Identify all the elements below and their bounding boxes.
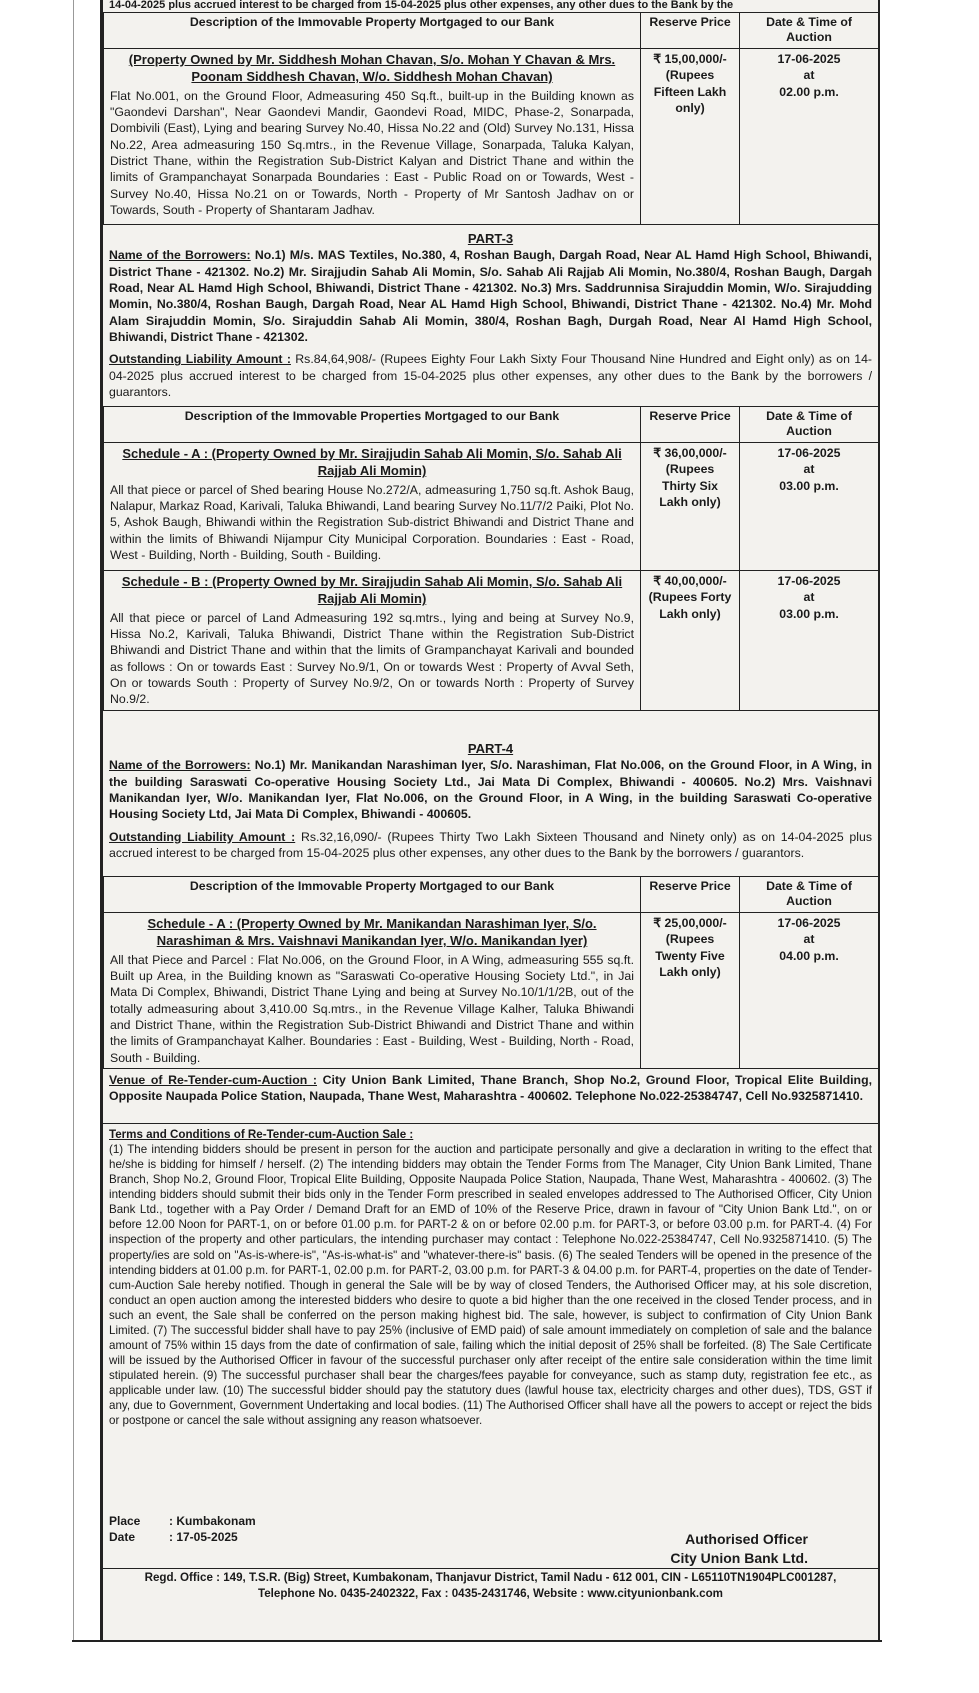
part3-scheduleB-at: at [803,590,815,605]
venue-label: Venue of Re-Tender-cum-Auction : [109,1073,317,1087]
part4-borrowers: Name of the Borrowers: No.1) Mr. Manikandan Narashiman Iyer, S/o. Narashiman, Flat No.006, on the Ground Floor, in A Wing, in the building Saraswati Co-operative Housing Society Ltd., Jai Mata Di Complex, Bhiwandi - 400605. No.2) Mrs. Vaishnavi Manikandan Iyer, W/o. Manikandan Iyer, Flat No.006, on the Ground Floor, in A Wing, in the building Saraswati Co-operative Housing Society Ltd, Jai Mata Di Complex, Bhiwandi - 400605. [109,758,872,822]
part2-at: at [803,68,815,83]
part3-scheduleB-description: All that piece or parcel of Land Admeasuring 192 sq.mtrs., lying and being at Survey No.9, Hissa No.2, Karivali, Taluka Bhiwandi, District Thane within the Registration Sub-District Bhiwandi and District Thane and within that the limits of Grampanchayat Karivali and bounded as follows : On or towards East : Survey No.9/1, On or towards West : Property of Avval Seth, On or towards South : Property of Survey No.9/2, On or towards North : Property of Survey No.9/2. [110,610,634,707]
part4-scheduleA-auction [740,913,879,1069]
part3-scheduleB-auction [740,571,879,711]
bottom-rule [72,1640,882,1642]
footer [103,1570,878,1602]
place-label: Place [109,1514,141,1528]
part2-reserve-price: ₹ 15,00,000/- (Rupees Fifteen Lakh only) [641,49,740,225]
signature-block [670,1530,808,1568]
divider [103,1568,878,1569]
divider [103,1123,878,1124]
part3-liability: Outstanding Liability Amount : Rs.84,64,908/- (Rupees Eighty Four Lakh Sixty Four Thousand Nine Hundred and Eight only) as on 14-04-2025 plus accrued interest to be charged from 15-04-2025 plus other expenses, any other dues to the Bank by the borrowers / guarantors. [109,352,873,400]
terms [103,1127,878,1428]
auction-header: Date & Time of Auction [740,877,879,913]
terms-text: (1) The intending bidders should be present in person for the auction and participate personally and give a declaration in writing to the effect that he/she is bidding for himself / herself. (2) The intending bidders may obtain the Tender Forms from The Manager, City Union Bank Limited, Thane Branch, Shop No.2, Ground Floor, Tropical Elite Building, Opposite Naupada Police Station, Naupada, Thane West, Maharashtra - 400602. (3) The intending bidders should submit their bids only in the Tender Form prescribed in sealed envelopes addressed to The Authorised Officer, City Union Bank Ltd., together with a Pay Order / Demand Draft for an EMD of 10% of the Reserve Price, drawn in favour of "City Union Bank Ltd.", on or before 12.00 Noon for PART-1, on or before 01.00 p.m. for PART-2 & on or before 02.00 p.m. for PART-3, or before 03.00 p.m. for PART-4. (4) For inspection of the property and other particulars, the intending purchaser may contact : Telephone No.022-25384747, Cell No.9325871410. (5) The property/ies are sold on "As-is-where-is", "As-is-what-is" and "whatever-there-is" basis. (6) The sealed Tenders will be opened in the presence of the intending bidders at 01.00 p.m. for PART-1, 02.00 p.m. for PART-2, 03.00 p.m. for PART-3 & 04.00 p.m. for PART-4, properties on the date of Tender-cum-Auction Sale hereby notified. Though in general the Sale will be by way of closed Tenders, the Authorised Officer may, at his sole discretion, conduct an open auction among the interested bidders who desire to quote a bid higher than the one received in the closed Tender process, and in such an event, the Sale shall be conferred on the person making highest bid. The sale, however, is subject to confirmation of City Union Bank Limited. (7) The successful bidder shall have to pay 25% (inclusive of EMD paid) of sale amount immediately on completion of sale and the balance amount of 75% within 15 days from the date of confirmation of sale, failing which the initial deposit of 25% shall be forfeited. (8) The Sale Certificate will be issued by the Authorised Officer in favour of the successful purchaser only after receipt of the entire sale consideration within the time limit stipulated herein. (9) The successful purchaser shall bear the charges/fees payable for conveyance, such as stamp duty, registration fee etc., as applicable under law. (10) The successful bidder should pay the statutory dues (lawful house tax, electricity charges and other dues), TDS, GST if any, due to Government, Government Undertaking and local bodies. (11) The Authorised Officer shall have all the powers to accept or reject the bids or postpone or cancel the sale without assigning any reason whatsoever. [109,1143,873,1428]
part4-title: PART-4 [467,741,514,756]
part4-scheduleA-description: All that Piece and Parcel : Flat No.006, on the Ground Floor, in A Wing, admeasuring 555 sq.ft. Built up Area, in the Building known as "Saraswati Co-operative Housing Society Ltd.", in Jai Mata Di Complex, Bhiwandi, District Thane Lying and being at Survey No.10/1/1/2B, out of the totally admeasuring about 3,410.00 Sq.mtrs., in the Revenue Village Kalher, Taluka Bhiwandi and District Thane, within the Registration Sub-District Bhiwandi and District Thane and within the limits of Grampanchayat Kalher. Boundaries : East - Building, West - Building, North - Road, South - Building. [110,952,634,1065]
auction-header: Date & Time of Auction [740,13,879,49]
description-header: Description of the Immovable Property Mortgaged to our Bank [104,877,641,913]
part3-table [103,406,879,711]
scan-edge [73,0,74,1640]
description-header-plural: Description of the Immovable Properties Mortgaged to our Bank [104,407,641,443]
part3-scheduleB-time: 03.00 p.m. [779,606,839,621]
venue-text: City Union Bank Limited, Thane Branch, Shop No.2, Ground Floor, Tropical Elite Building, Opposite Naupada Police Station, Naupada, Thane West, Maharashtra - 400602. Telephone No.022-25384747, Cell No.9325871410. [109,1073,872,1104]
part2-owner: (Property Owned by Mr. Siddhesh Mohan Chavan, S/o. Mohan Y Chavan & Mrs. Poonam Siddhesh Chavan, W/o. Siddhesh Mohan Chavan) [128,52,616,85]
part4-scheduleA-date: 17-06-2025 [777,916,841,930]
part4-scheduleA-title: Schedule - A : (Property Owned by Mr. Manikandan Narashiman Iyer, S/o. Narashiman & Mrs. Vaishnavi Manikandan Iyer, W/o. Manikandan Iyer) [147,916,597,949]
part2-table [103,12,879,225]
part2-description: Flat No.001, on the Ground Floor, Admeasuring 450 Sq.ft., built-up in the Building known as "Gaondevi Darshan", Near Gaondevi Mandir, Gaondevi Road, MIDC, Phase-2, Sonarpada, Dombivili (East), Lying and bearing Survey No.40, Hissa No.22 and (Old) Survey No.131, Hissa No.22, Area admeasuring 150 Sq.mtrs., in the Revenue Village, Sonarpada, Taluka Kalyan, District Thane, within the Registration Sub-District Kalyan and District Thane and within the limits of Grampanchayat Sonarpada Boundaries : East - Public Road on or Towards, West - Survey No.40, Hissa No.21 on or Towards, North - Property of Mr Santosh Jadhav on or Towards, South - Property of Shantaram Jadhav. [110,88,634,217]
auction-header: Date & Time of Auction [740,407,879,443]
venue [103,1072,878,1105]
signature-title: Authorised Officer [685,1531,808,1547]
part3-scheduleB-date: 17-06-2025 [777,574,841,588]
reserve-price-header: Reserve Price [641,407,740,443]
auction-notice [100,0,880,1640]
part3-scheduleA-auction [740,443,879,571]
top-clipped-line: 14-04-2025 plus accrued interest to be charged from 15-04-2025 plus other expenses, any other dues to the Bank by the [109,0,734,10]
part4-liability: Outstanding Liability Amount : Rs.32,16,090/- (Rupees Thirty Two Lakh Sixteen Thousand and Ninety only) as on 14-04-2025 plus accrued interest to be charged from 15-04-2025 plus other expenses, any other dues to the Bank by the borrowers / guarantors. [109,829,872,860]
part3-scheduleA-price: ₹ 36,00,000/- (Rupees Thirty Six Lakh only) [641,443,740,571]
part3-title: PART-3 [467,231,514,246]
date-value: : 17-05-2025 [169,1530,238,1545]
footer-regd-office: Regd. Office : 149, T.S.R. (Big) Street, Kumbakonam, Thanjavur District, Tamil Nadu - 612 001, CIN - L65110TN1904PLC001287, [144,1571,837,1584]
part2-time: 02.00 p.m. [779,84,839,99]
date-label: Date [109,1530,136,1545]
part2-date: 17-06-2025 [777,52,841,66]
part3-borrowers: Name of the Borrowers: No.1) M/s. MAS Textiles, No.380, 4, Roshan Baugh, Dargah Road, Near AL Hamd High School, Bhiwandi, District Thane - 421302. No.2) Mr. Sirajjudin Sahab Ali Momin, S/o. Sahab Ali Rajjab Ali Momin, No.380/4, Roshan Baugh, Dargah Road, Near AL Hamd High School, Bhiwandi, District Thane - 421302. No.3) Mrs. Saddrunnisa Sirajuddin Momin, W/o. Sirajudding Momin, No.380/4, Roshan Baugh, Dargah Road, Near AL Hamd High School, Bhiwandi, District Thane - 421302. No.4) Mr. Mohd Alam Sirajuddin Momin, S/o. Sirajuddin Sahab Ali Momin, 380/4, Roshan Bagh, Durgah Road, Near Al Hamd High School, Bhiwandi, District Thane - 421302. [109,248,872,344]
part4-scheduleA-at: at [803,932,815,947]
part4-table [103,876,879,1069]
part2-auction-time [740,49,879,225]
description-header: Description of the Immovable Property Mortgaged to our Bank [104,13,641,49]
part3-scheduleB-title: Schedule - B : (Property Owned by Mr. Sirajjudin Sahab Ali Momin, S/o. Sahab Ali Rajjab Ali Momin) [121,574,623,607]
part4-scheduleA-time: 04.00 p.m. [779,948,839,963]
part4-scheduleA-price: ₹ 25,00,000/- (Rupees Twenty Five Lakh only) [641,913,740,1069]
reserve-price-header: Reserve Price [641,877,740,913]
signature-bank: City Union Bank Ltd. [670,1549,808,1566]
part3-scheduleA-time: 03.00 p.m. [779,478,839,493]
part4-section [103,740,878,861]
terms-title: Terms and Conditions of Re-Tender-cum-Auction Sale : [109,1128,414,1141]
part3-scheduleA-date: 17-06-2025 [777,446,841,460]
part3-scheduleA-at: at [803,462,815,477]
part3-section [103,230,878,400]
place-value: : Kumbakonam [169,1514,256,1528]
part3-scheduleB-price: ₹ 40,00,000/- (Rupees Forty Lakh only) [641,571,740,711]
footer-contact: Telephone No. 0435-2402322, Fax : 0435-2431746, Website : www.cityunionbank.com [257,1587,723,1601]
part3-scheduleA-title: Schedule - A : (Property Owned by Mr. Sirajjudin Sahab Ali Momin, S/o. Sahab Ali Rajjab Ali Momin) [122,446,622,479]
part3-scheduleA-description: All that piece or parcel of Shed bearing House No.272/A, admeasuring 1,750 sq.ft. Ashok Baug, Nalapur, Markaz Road, Karivali, Taluka Bhiwandi, Land bearing Survey No.11/7/2 Paiki, Plot No. 5, Ashok Baugh, Bhiwandi within the Registration Sub-district Bhiwandi and District Thane and within the limits of Bhiwandi Nijampur City Municipal Corporation. Boundaries : East - Road, West - Building, North - Building, South - Building. [110,482,634,562]
reserve-price-header: Reserve Price [641,13,740,49]
